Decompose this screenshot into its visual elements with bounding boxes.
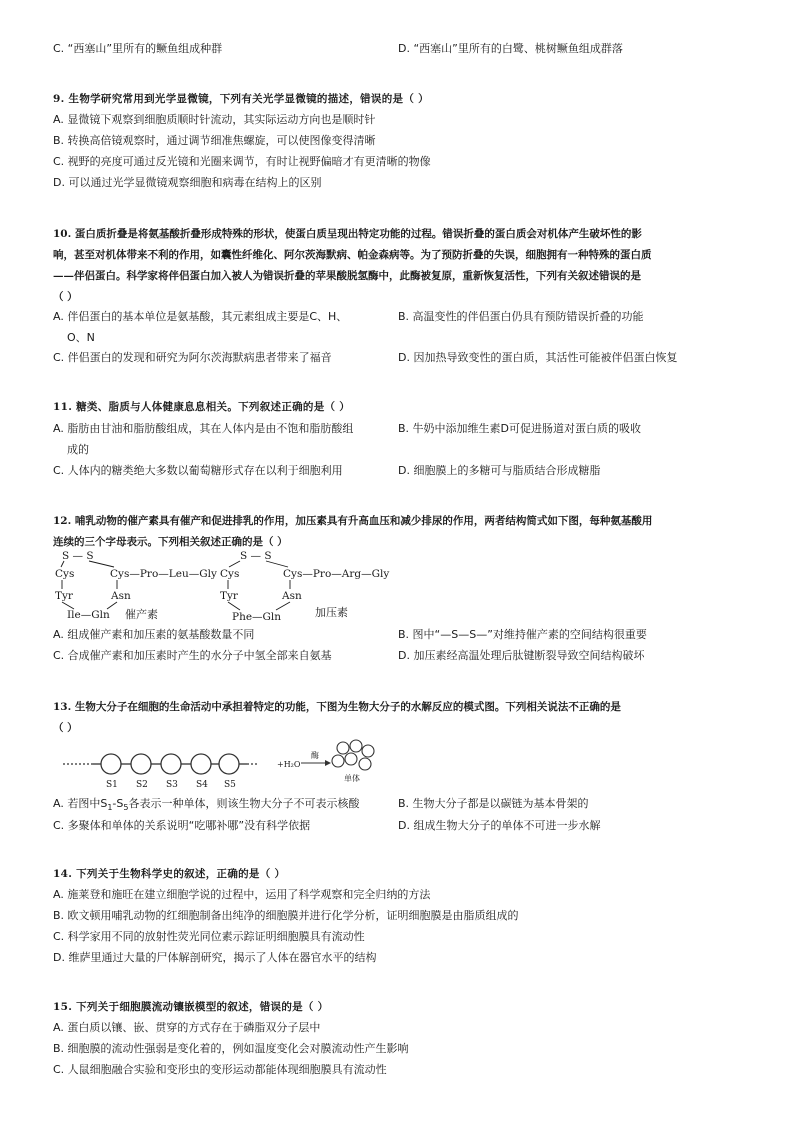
water-label: +H₂O bbox=[277, 760, 301, 769]
q10-option-c: C. 伴侣蛋白的发现和研究为阿尔茨海默病患者带来了福音 bbox=[53, 351, 332, 364]
q9-option-c: C. 视野的亮度可通过反光镜和光圈来调节，有时让视野偏暗才有更清晰的物像 bbox=[53, 155, 431, 168]
free-monomers bbox=[332, 740, 374, 770]
q10-stem-line: （ ） bbox=[53, 291, 78, 303]
q12-option-d: D. 加压素经高温处理后肽键断裂导致空间结构破坏 bbox=[398, 649, 645, 662]
q10-option-b: B. 高温变性的伴侣蛋白仍具有预防错误折叠的功能 bbox=[398, 310, 644, 323]
vasopressin-disulfide: S — S bbox=[240, 550, 272, 562]
q12-stem bbox=[53, 511, 743, 553]
q10-stem-line: 10. 蛋白质折叠是将氨基酸折叠形成特殊的形状，使蛋白质呈现出特定功能的过程。错误折叠的蛋白质会对机体产生破坏性的影 bbox=[53, 228, 642, 240]
q8-option-d: D. “西塞山”里所有的白鹭、桃树鳜鱼组成群落 bbox=[398, 42, 623, 55]
q14-stem: 14. 下列关于生物科学史的叙述，正确的是（ ） bbox=[53, 868, 286, 880]
q9-option-b: B. 转换高倍镜观察时，通过调节细准焦螺旋，可以使图像变得清晰 bbox=[53, 134, 376, 147]
q14-option-b: B. 欧文顿用哺乳动物的红细胞制备出纯净的细胞膜并进行化学分析，证明细胞膜是由脂质组成的 bbox=[53, 909, 519, 922]
unit-s5 bbox=[219, 754, 239, 774]
q11-option-b: B. 牛奶中添加维生素D可促进肠道对蛋白质的吸收 bbox=[398, 422, 642, 435]
oxytocin-structure bbox=[55, 550, 217, 621]
q11-option-c: C. 人体内的糖类绝大多数以葡萄糖形式存在以利于细胞利用 bbox=[53, 464, 343, 477]
q14-option-c: C. 科学家用不同的放射性荧光同位素示踪证明细胞膜具有流动性 bbox=[53, 930, 365, 943]
hydrolysis-diagram bbox=[55, 738, 385, 794]
q12-stem-line: 12. 哺乳动物的催产素具有催产和促进排乳的作用，加压素具有升高血压和减少排尿的作用，两者结构简式如下图，每种氨基酸用 bbox=[53, 515, 653, 527]
unit-s3 bbox=[161, 754, 181, 774]
q15-option-c: C. 人鼠细胞融合实验和变形虫的变形运动都能体现细胞膜具有流动性 bbox=[53, 1063, 387, 1076]
label-s3: S3 bbox=[166, 780, 178, 790]
vasopressin-bottom: Phe—Gln bbox=[232, 611, 282, 623]
monomer-label: 单体 bbox=[344, 774, 360, 783]
q13-stem bbox=[53, 697, 743, 739]
enzyme-label: 酶 bbox=[311, 751, 319, 760]
arrow-head bbox=[325, 760, 331, 766]
q11-option-a-cont: 成的 bbox=[67, 443, 89, 456]
q12-option-c: C. 合成催产素和加压素时产生的水分子中氢全部来自氨基 bbox=[53, 649, 332, 662]
q10-option-a: A. 伴侣蛋白的基本单位是氨基酸，其元素组成主要是C、H、 bbox=[53, 310, 348, 323]
q13-option-d: D. 组成生物大分子的单体不可进一步水解 bbox=[398, 819, 601, 832]
q11-stem: 11. 糖类、脂质与人体健康息息相关。下列叙述正确的是（ ） bbox=[53, 401, 351, 413]
q10-stem bbox=[53, 224, 743, 308]
q10-stem-line: 响，甚至对机体带来不利的作用，如囊性纤维化、阿尔茨海默病、帕金森病等。为了预防折叠的失误，细胞拥有一种特殊的蛋白质 bbox=[53, 249, 652, 261]
q9-option-d: D. 可以通过光学显微镜观察细胞和病毒在结构上的区别 bbox=[53, 176, 322, 189]
q13-stem-line: 13. 生物大分子在细胞的生命活动中承担着特定的功能，下图为生物大分子的水解反应的模式图。下列相关说法不正确的是 bbox=[53, 701, 621, 713]
q13-option-a: A. 若图中$S_1-S_5$各表示一种单体，则该生物大分子不可表示核酸 bbox=[53, 797, 360, 813]
label-s5: S5 bbox=[224, 780, 236, 790]
oxytocin-asn: Asn bbox=[111, 590, 131, 602]
peptide-structure-diagram bbox=[52, 548, 412, 624]
q15-option-b: B. 细胞膜的流动性强弱是变化着的，例如温度变化会对膜流动性产生影响 bbox=[53, 1042, 409, 1055]
q10-option-d: D. 因加热导致变性的蛋白质，其活性可能被伴侣蛋白恢复 bbox=[398, 351, 678, 364]
q14-option-a: A. 施莱登和施旺在建立细胞学说的过程中，运用了科学观察和完全归纳的方法 bbox=[53, 888, 431, 901]
unit-s4 bbox=[191, 754, 211, 774]
q11-option-a: A. 脂肪由甘油和脂肪酸组成，其在人体内是由不饱和脂肪酸组 bbox=[53, 422, 354, 435]
q14-option-d: D. 维萨里通过大量的尸体解剖研究，揭示了人体在器官水平的结构 bbox=[53, 951, 377, 964]
q12-option-b: B. 图中“—S—S—”对维持催产素的空间结构很重要 bbox=[398, 628, 647, 641]
q13-option-b: B. 生物大分子都是以碳链为基本骨架的 bbox=[398, 797, 589, 810]
q15-stem: 15. 下列关于细胞膜流动镶嵌模型的叙述，错误的是（ ） bbox=[53, 1001, 329, 1013]
q10-option-a-cont: O、N bbox=[67, 331, 95, 344]
label-s1: S1 bbox=[106, 780, 118, 790]
q9-option-a: A. 显微镜下观察到细胞质顺时针流动，其实际运动方向也是顺时针 bbox=[53, 113, 376, 126]
oxytocin-bottom: Ile—Gln bbox=[67, 609, 110, 621]
unit-s1 bbox=[101, 754, 121, 774]
q8-option-c: C. “西塞山”里所有的鳜鱼组成种群 bbox=[53, 42, 223, 55]
unit-labels bbox=[106, 780, 236, 790]
q11-option-d: D. 细胞膜上的多糖可与脂质结合形成糖脂 bbox=[398, 464, 601, 477]
q15-option-a: A. 蛋白质以镶、嵌、贯穿的方式存在于磷脂双分子层中 bbox=[53, 1021, 321, 1034]
vasopressin-label: 加压素 bbox=[315, 606, 348, 619]
oxytocin-cys-left: Cys bbox=[55, 568, 75, 580]
oxytocin-label: 催产素 bbox=[125, 608, 158, 621]
oxytocin-tyr: Tyr bbox=[55, 590, 73, 602]
vasopressin-tyr: Tyr bbox=[220, 590, 238, 602]
q12-stem-line: 连续的三个字母表示。下列相关叙述正确的是（ ） bbox=[53, 536, 288, 548]
oxytocin-disulfide: S — S bbox=[62, 550, 94, 562]
q10-stem-line: ——伴侣蛋白。科学家将伴侣蛋白加入被人为错误折叠的苹果酸脱氢酶中，此酶被复原，重新恢复活性，下列有关叙述错误的是 bbox=[53, 270, 641, 282]
q13-stem-line: （ ） bbox=[53, 722, 78, 734]
label-s2: S2 bbox=[136, 780, 148, 790]
vasopressin-cys-left: Cys bbox=[220, 568, 240, 580]
q13-option-c: C. 多聚体和单体的关系说明“吃哪补哪”没有科学依据 bbox=[53, 819, 311, 832]
q9-stem: 9. 生物学研究常用到光学显微镜，下列有关光学显微镜的描述，错误的是（ ） bbox=[53, 93, 429, 105]
oxytocin-chain: Cys—Pro—Leu—Gly bbox=[110, 568, 217, 580]
q12-option-a: A. 组成催产素和加压素的氨基酸数量不同 bbox=[53, 628, 255, 641]
unit-s2 bbox=[131, 754, 151, 774]
vasopressin-structure bbox=[220, 550, 389, 623]
vasopressin-chain: Cys—Pro—Arg—Gly bbox=[283, 568, 390, 580]
vasopressin-asn: Asn bbox=[282, 590, 302, 602]
label-s4: S4 bbox=[196, 780, 208, 790]
